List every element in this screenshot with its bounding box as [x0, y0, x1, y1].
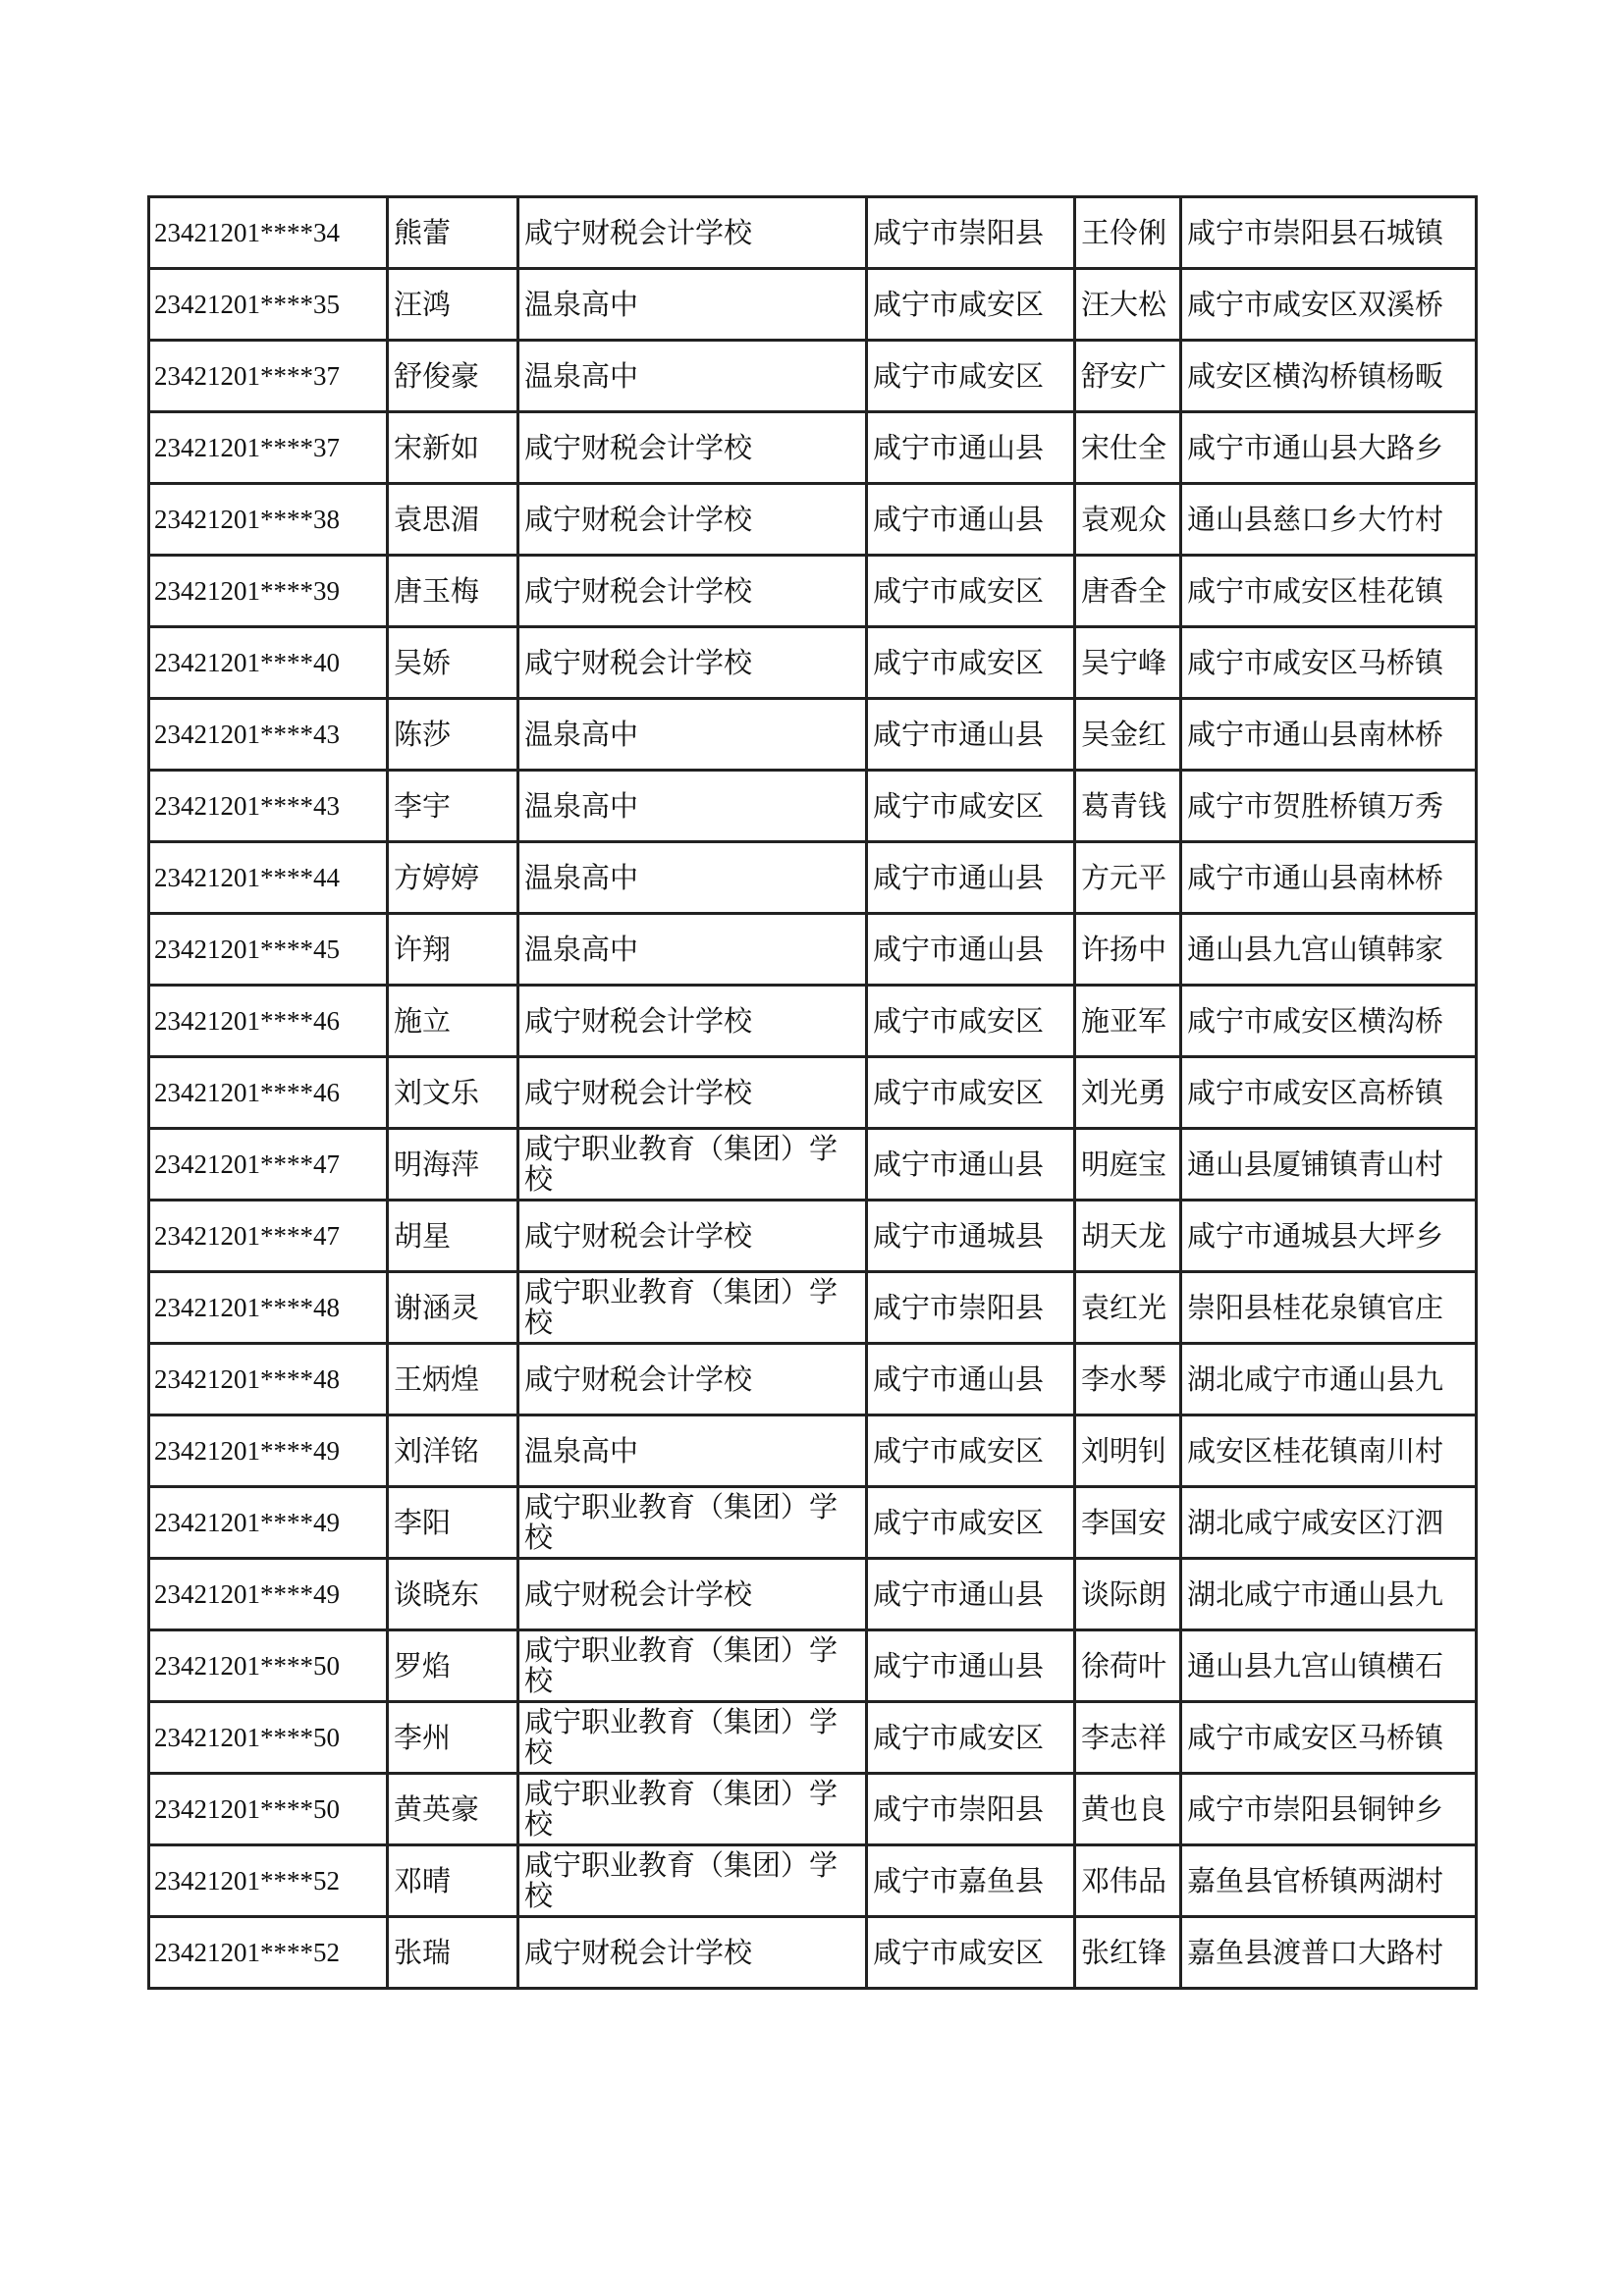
exam-number-cell: 23421201****48 — [149, 1344, 388, 1415]
region-cell: 咸宁市崇阳县 — [867, 197, 1075, 269]
student-name-cell: 胡星 — [388, 1201, 518, 1272]
guardian-name-cell: 宋仕全 — [1075, 412, 1181, 484]
student-name-cell: 舒俊豪 — [388, 341, 518, 412]
address-cell: 咸宁市咸安区高桥镇 — [1181, 1057, 1477, 1129]
address-cell: 嘉鱼县官桥镇两湖村 — [1181, 1845, 1477, 1917]
student-name-cell: 罗焰 — [388, 1630, 518, 1702]
exam-number-cell: 23421201****44 — [149, 842, 388, 914]
guardian-name-cell: 汪大松 — [1075, 269, 1181, 341]
region-cell: 咸宁市咸安区 — [867, 627, 1075, 699]
guardian-name-cell: 袁红光 — [1075, 1272, 1181, 1344]
address-cell: 咸安区横沟桥镇杨畈 — [1181, 341, 1477, 412]
school-cell: 咸宁财税会计学校 — [518, 627, 867, 699]
address-cell: 通山县九宫山镇韩家 — [1181, 914, 1477, 986]
region-cell: 咸宁市咸安区 — [867, 1415, 1075, 1487]
student-name-cell: 黄英豪 — [388, 1774, 518, 1845]
region-cell: 咸宁市咸安区 — [867, 1702, 1075, 1774]
school-cell: 咸宁职业教育（集团）学校 — [518, 1774, 867, 1845]
address-cell: 咸宁市咸安区双溪桥 — [1181, 269, 1477, 341]
table-row — [149, 771, 1477, 842]
guardian-name-cell: 李水琴 — [1075, 1344, 1181, 1415]
address-cell: 咸宁市通城县大坪乡 — [1181, 1201, 1477, 1272]
table-row — [149, 1201, 1477, 1272]
student-name-cell: 方婷婷 — [388, 842, 518, 914]
guardian-name-cell: 葛青钱 — [1075, 771, 1181, 842]
region-cell: 咸宁市通山县 — [867, 1344, 1075, 1415]
student-name-cell: 谢涵灵 — [388, 1272, 518, 1344]
guardian-name-cell: 徐荷叶 — [1075, 1630, 1181, 1702]
exam-number-cell: 23421201****49 — [149, 1487, 388, 1559]
region-cell: 咸宁市咸安区 — [867, 1487, 1075, 1559]
guardian-name-cell: 李志祥 — [1075, 1702, 1181, 1774]
region-cell: 咸宁市通山县 — [867, 412, 1075, 484]
exam-number-cell: 23421201****43 — [149, 699, 388, 771]
guardian-name-cell: 方元平 — [1075, 842, 1181, 914]
table-row — [149, 1272, 1477, 1344]
exam-number-cell: 23421201****49 — [149, 1559, 388, 1630]
table-row — [149, 1415, 1477, 1487]
school-cell: 温泉高中 — [518, 842, 867, 914]
table-row — [149, 1057, 1477, 1129]
address-cell: 咸宁市崇阳县铜钟乡 — [1181, 1774, 1477, 1845]
school-cell: 咸宁职业教育（集团）学校 — [518, 1129, 867, 1201]
school-cell: 咸宁职业教育（集团）学校 — [518, 1272, 867, 1344]
school-cell: 温泉高中 — [518, 269, 867, 341]
region-cell: 咸宁市通山县 — [867, 1129, 1075, 1201]
table-row — [149, 842, 1477, 914]
exam-number-cell: 23421201****47 — [149, 1201, 388, 1272]
address-cell: 咸宁市崇阳县石城镇 — [1181, 197, 1477, 269]
exam-number-cell: 23421201****37 — [149, 341, 388, 412]
school-cell: 咸宁财税会计学校 — [518, 1201, 867, 1272]
student-name-cell: 施立 — [388, 986, 518, 1057]
table-row — [149, 556, 1477, 627]
guardian-name-cell: 吴金红 — [1075, 699, 1181, 771]
table-row — [149, 412, 1477, 484]
address-cell: 通山县厦铺镇青山村 — [1181, 1129, 1477, 1201]
region-cell: 咸宁市通山县 — [867, 1630, 1075, 1702]
exam-number-cell: 23421201****49 — [149, 1415, 388, 1487]
exam-number-cell: 23421201****38 — [149, 484, 388, 556]
table-body — [149, 197, 1477, 1989]
region-cell: 咸宁市咸安区 — [867, 986, 1075, 1057]
school-cell: 咸宁财税会计学校 — [518, 1344, 867, 1415]
table-row — [149, 269, 1477, 341]
address-cell: 咸宁市咸安区马桥镇 — [1181, 1702, 1477, 1774]
guardian-name-cell: 李国安 — [1075, 1487, 1181, 1559]
region-cell: 咸宁市崇阳县 — [867, 1272, 1075, 1344]
address-cell: 咸宁市咸安区马桥镇 — [1181, 627, 1477, 699]
address-cell: 崇阳县桂花泉镇官庄 — [1181, 1272, 1477, 1344]
address-cell: 湖北咸宁市通山县九 — [1181, 1559, 1477, 1630]
student-name-cell: 刘文乐 — [388, 1057, 518, 1129]
guardian-name-cell: 刘明钊 — [1075, 1415, 1181, 1487]
student-name-cell: 刘洋铭 — [388, 1415, 518, 1487]
region-cell: 咸宁市咸安区 — [867, 269, 1075, 341]
school-cell: 咸宁财税会计学校 — [518, 1559, 867, 1630]
exam-number-cell: 23421201****39 — [149, 556, 388, 627]
student-name-cell: 邓晴 — [388, 1845, 518, 1917]
school-cell: 咸宁职业教育（集团）学校 — [518, 1487, 867, 1559]
table-row — [149, 627, 1477, 699]
school-cell: 温泉高中 — [518, 771, 867, 842]
table-row — [149, 1630, 1477, 1702]
table-row — [149, 1702, 1477, 1774]
school-cell: 温泉高中 — [518, 1415, 867, 1487]
table-row — [149, 197, 1477, 269]
table-row — [149, 1917, 1477, 1989]
student-name-cell: 陈莎 — [388, 699, 518, 771]
school-cell: 咸宁财税会计学校 — [518, 197, 867, 269]
table-row — [149, 1129, 1477, 1201]
exam-number-cell: 23421201****35 — [149, 269, 388, 341]
table-row — [149, 1487, 1477, 1559]
school-cell: 咸宁财税会计学校 — [518, 1917, 867, 1989]
school-cell: 温泉高中 — [518, 699, 867, 771]
student-name-cell: 袁思湄 — [388, 484, 518, 556]
address-cell: 嘉鱼县渡普口大路村 — [1181, 1917, 1477, 1989]
student-name-cell: 明海萍 — [388, 1129, 518, 1201]
school-cell: 咸宁财税会计学校 — [518, 986, 867, 1057]
exam-number-cell: 23421201****47 — [149, 1129, 388, 1201]
table-row — [149, 484, 1477, 556]
student-name-cell: 谈晓东 — [388, 1559, 518, 1630]
student-name-cell: 许翔 — [388, 914, 518, 986]
guardian-name-cell: 唐香全 — [1075, 556, 1181, 627]
guardian-name-cell: 施亚军 — [1075, 986, 1181, 1057]
student-name-cell: 唐玉梅 — [388, 556, 518, 627]
student-list-table — [147, 195, 1478, 1990]
exam-number-cell: 23421201****34 — [149, 197, 388, 269]
table-row — [149, 1845, 1477, 1917]
region-cell: 咸宁市通山县 — [867, 1559, 1075, 1630]
address-cell: 通山县九宫山镇横石 — [1181, 1630, 1477, 1702]
address-cell: 咸宁市通山县南林桥 — [1181, 699, 1477, 771]
exam-number-cell: 23421201****45 — [149, 914, 388, 986]
guardian-name-cell: 吴宁峰 — [1075, 627, 1181, 699]
school-cell: 温泉高中 — [518, 341, 867, 412]
region-cell: 咸宁市通山县 — [867, 699, 1075, 771]
region-cell: 咸宁市通山县 — [867, 914, 1075, 986]
region-cell: 咸宁市咸安区 — [867, 771, 1075, 842]
region-cell: 咸宁市咸安区 — [867, 1057, 1075, 1129]
address-cell: 咸安区桂花镇南川村 — [1181, 1415, 1477, 1487]
address-cell: 咸宁市通山县大路乡 — [1181, 412, 1477, 484]
exam-number-cell: 23421201****46 — [149, 1057, 388, 1129]
exam-number-cell: 23421201****46 — [149, 986, 388, 1057]
exam-number-cell: 23421201****50 — [149, 1630, 388, 1702]
table-row — [149, 1344, 1477, 1415]
table-row — [149, 914, 1477, 986]
exam-number-cell: 23421201****37 — [149, 412, 388, 484]
address-cell: 通山县慈口乡大竹村 — [1181, 484, 1477, 556]
guardian-name-cell: 袁观众 — [1075, 484, 1181, 556]
school-cell: 咸宁财税会计学校 — [518, 1057, 867, 1129]
exam-number-cell: 23421201****50 — [149, 1774, 388, 1845]
region-cell: 咸宁市咸安区 — [867, 1917, 1075, 1989]
region-cell: 咸宁市咸安区 — [867, 556, 1075, 627]
student-name-cell: 李阳 — [388, 1487, 518, 1559]
student-name-cell: 李州 — [388, 1702, 518, 1774]
address-cell: 咸宁市贺胜桥镇万秀 — [1181, 771, 1477, 842]
exam-number-cell: 23421201****40 — [149, 627, 388, 699]
address-cell: 湖北咸宁市通山县九 — [1181, 1344, 1477, 1415]
address-cell: 咸宁市咸安区横沟桥 — [1181, 986, 1477, 1057]
student-name-cell: 熊蕾 — [388, 197, 518, 269]
region-cell: 咸宁市崇阳县 — [867, 1774, 1075, 1845]
student-name-cell: 吴娇 — [388, 627, 518, 699]
school-cell: 咸宁财税会计学校 — [518, 412, 867, 484]
school-cell: 咸宁职业教育（集团）学校 — [518, 1702, 867, 1774]
region-cell: 咸宁市通城县 — [867, 1201, 1075, 1272]
guardian-name-cell: 邓伟品 — [1075, 1845, 1181, 1917]
region-cell: 咸宁市通山县 — [867, 842, 1075, 914]
school-cell: 咸宁职业教育（集团）学校 — [518, 1630, 867, 1702]
exam-number-cell: 23421201****52 — [149, 1917, 388, 1989]
student-name-cell: 汪鸿 — [388, 269, 518, 341]
school-cell: 咸宁财税会计学校 — [518, 484, 867, 556]
guardian-name-cell: 谈际朗 — [1075, 1559, 1181, 1630]
guardian-name-cell: 舒安广 — [1075, 341, 1181, 412]
table-row — [149, 699, 1477, 771]
table-row — [149, 986, 1477, 1057]
school-cell: 咸宁财税会计学校 — [518, 556, 867, 627]
guardian-name-cell: 黄也良 — [1075, 1774, 1181, 1845]
student-name-cell: 王炳煌 — [388, 1344, 518, 1415]
exam-number-cell: 23421201****50 — [149, 1702, 388, 1774]
region-cell: 咸宁市嘉鱼县 — [867, 1845, 1075, 1917]
exam-number-cell: 23421201****48 — [149, 1272, 388, 1344]
guardian-name-cell: 许扬中 — [1075, 914, 1181, 986]
guardian-name-cell: 王伶俐 — [1075, 197, 1181, 269]
table-row — [149, 1559, 1477, 1630]
table-row — [149, 341, 1477, 412]
guardian-name-cell: 明庭宝 — [1075, 1129, 1181, 1201]
address-cell: 咸宁市通山县南林桥 — [1181, 842, 1477, 914]
table-row — [149, 1774, 1477, 1845]
exam-number-cell: 23421201****43 — [149, 771, 388, 842]
exam-number-cell: 23421201****52 — [149, 1845, 388, 1917]
guardian-name-cell: 张红锋 — [1075, 1917, 1181, 1989]
school-cell: 温泉高中 — [518, 914, 867, 986]
school-cell: 咸宁职业教育（集团）学校 — [518, 1845, 867, 1917]
guardian-name-cell: 胡天龙 — [1075, 1201, 1181, 1272]
student-name-cell: 张瑞 — [388, 1917, 518, 1989]
student-name-cell: 李宇 — [388, 771, 518, 842]
address-cell: 湖北咸宁咸安区汀泗 — [1181, 1487, 1477, 1559]
student-name-cell: 宋新如 — [388, 412, 518, 484]
region-cell: 咸宁市咸安区 — [867, 341, 1075, 412]
region-cell: 咸宁市通山县 — [867, 484, 1075, 556]
address-cell: 咸宁市咸安区桂花镇 — [1181, 556, 1477, 627]
guardian-name-cell: 刘光勇 — [1075, 1057, 1181, 1129]
